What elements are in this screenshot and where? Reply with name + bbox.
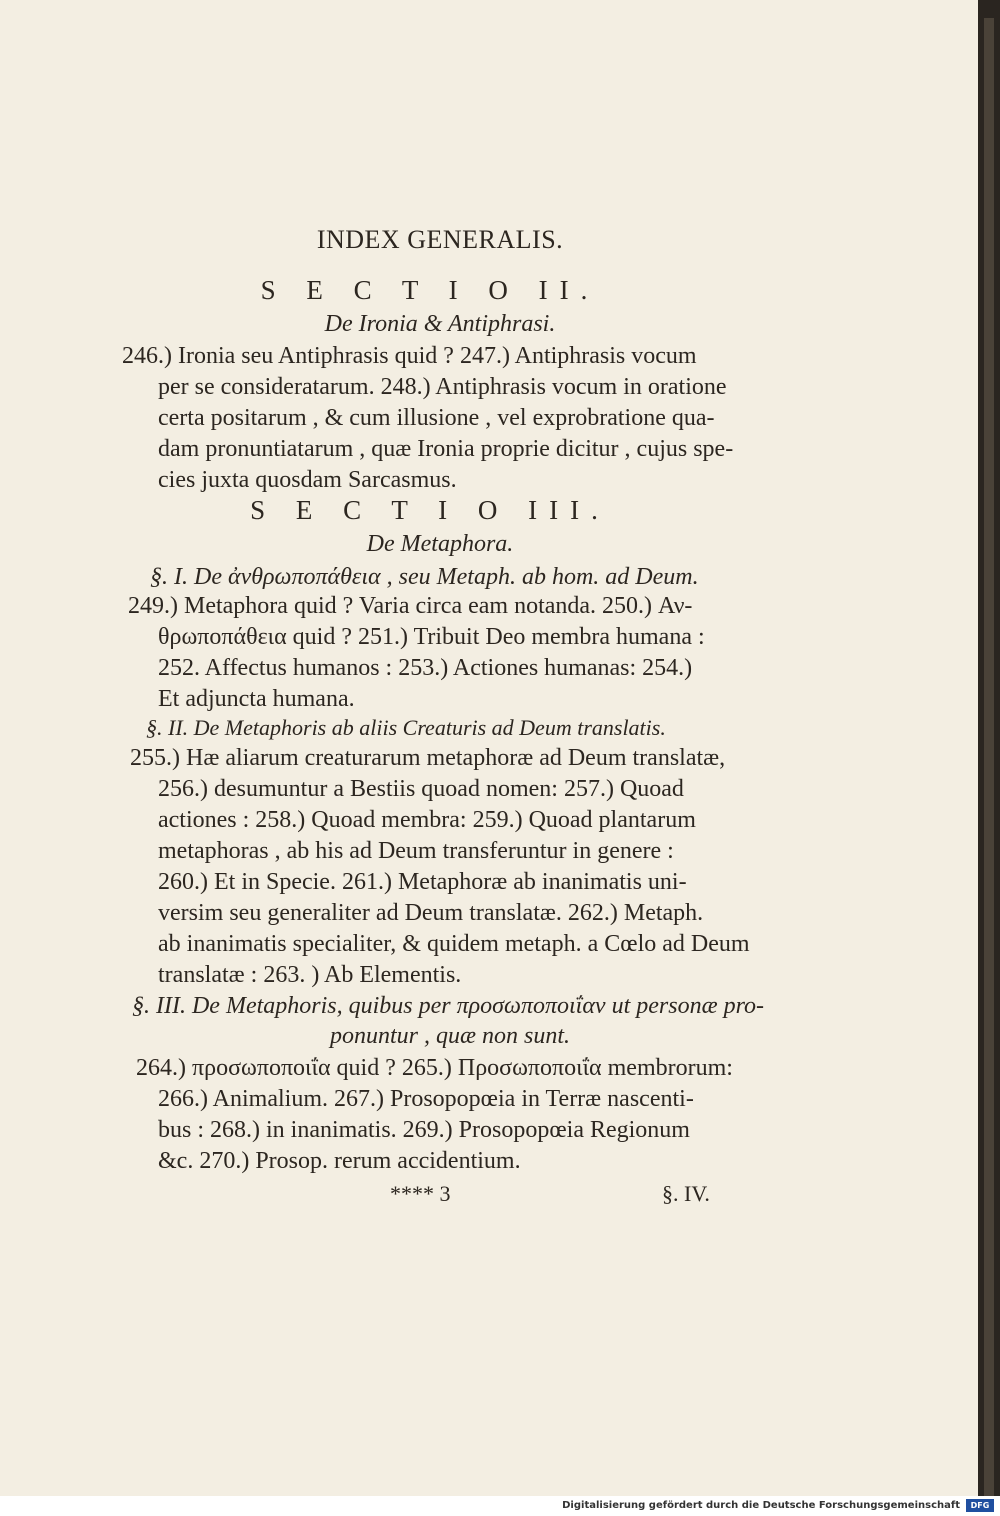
text-line: ab inanimatis specialiter, & quidem metaph. a Cœlo ad Deum xyxy=(158,931,750,957)
text-line: certa positarum , & cum illusione , vel exprobratione qua- xyxy=(158,405,715,431)
text-line: per se consideratarum. 248.) Antiphrasis vocum in oratione xyxy=(158,374,727,400)
text-line: Et adjuncta humana. xyxy=(158,686,355,712)
text-line: 246.) Ironia seu Antiphrasis quid ? 247.) Antiphrasis vocum xyxy=(122,343,697,369)
digitization-footer xyxy=(0,1496,1000,1516)
text-line: actiones : 258.) Quoad membra: 259.) Quoad plantarum xyxy=(158,807,696,833)
text-line: 255.) Hæ aliarum creaturarum metaphoræ ad Deum translatæ, xyxy=(130,745,726,771)
dfg-logo: DFG xyxy=(966,1499,994,1512)
text-line: bus : 268.) in inanimatis. 269.) Prosopopœia Regionum xyxy=(158,1117,690,1143)
paragraph-title: §. II. De Metaphoris ab aliis Creaturis ad Deum translatis. xyxy=(146,715,666,740)
text-line: 256.) desumuntur a Bestiis quoad nomen: 257.) Quoad xyxy=(158,776,684,802)
digitization-note: Digitalisierung gefördert durch die Deutsche Forschungsgemeinschaft xyxy=(562,1500,960,1511)
text-line: metaphoras , ab his ad Deum transferuntur in genere : xyxy=(158,838,674,864)
paragraph-title-continued: ponuntur , quæ non sunt. xyxy=(330,1023,571,1049)
section-subtitle: De Ironia & Antiphrasi. xyxy=(324,311,556,337)
page-title: INDEX GENERALIS. xyxy=(316,225,564,254)
text-line: θρωποπάθεια quid ? 251.) Tribuit Deo membra humana : xyxy=(158,624,705,650)
text-line: 252. Affectus humanos : 253.) Actiones humanas: 254.) xyxy=(158,655,693,681)
signature-mark: **** 3 xyxy=(390,1181,451,1206)
section-heading: S E C T I O II. xyxy=(260,275,600,305)
paragraph-title: §. III. De Metaphoris, quibus per προσωποποιΐαν ut personæ pro- xyxy=(132,993,765,1019)
text-line: dam pronuntiatarum , quæ Ironia proprie dicitur , cujus spe- xyxy=(158,436,734,462)
text-line: 260.) Et in Specie. 261.) Metaphoræ ab inanimatis uni- xyxy=(158,869,687,895)
text-line: 266.) Animalium. 267.) Prosopopœia in Terræ nascenti- xyxy=(158,1086,694,1112)
text-line: versim seu generaliter ad Deum translatæ. 262.) Metaph. xyxy=(158,900,704,926)
text-line: cies juxta quosdam Sarcasmus. xyxy=(158,467,457,493)
paragraph-title: §. I. De ἀνθρωποπάθεια , seu Metaph. ab hom. ad Deum. xyxy=(150,564,699,590)
text-line: translatæ : 263. ) Ab Elementis. xyxy=(158,962,462,988)
text-line: &c. 270.) Prosop. rerum accidentium. xyxy=(158,1148,521,1174)
section-heading: S E C T I O III. xyxy=(250,495,610,525)
text-line: 264.) προσωποποιΐα quid ? 265.) Προσωποποιΐα membrorum: xyxy=(136,1055,733,1081)
section-subtitle: De Metaphora. xyxy=(366,531,514,557)
catchword: §. IV. xyxy=(662,1181,710,1206)
spine-shadow xyxy=(984,18,994,1496)
text-line: 249.) Metaphora quid ? Varia circa eam notanda. 250.) Αν- xyxy=(128,593,693,619)
